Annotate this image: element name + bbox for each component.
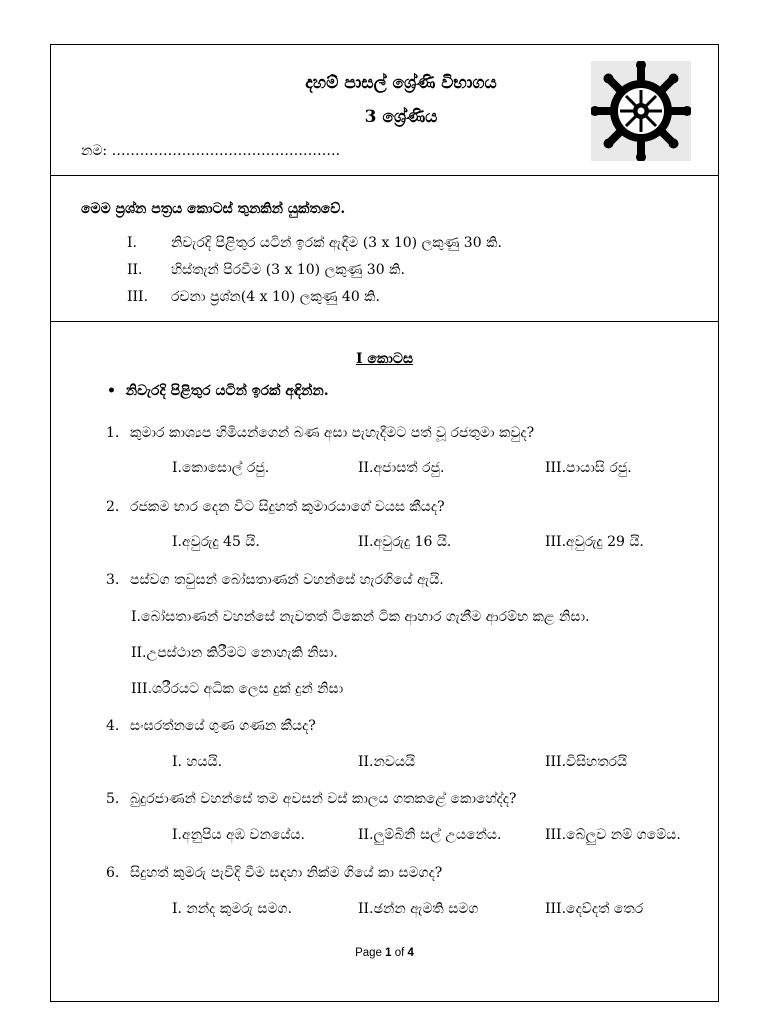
option-2[interactable]: II.ඡන්න ඇමති සමග (358, 901, 479, 917)
question-text: පස්වග තවුසන් බෝසතාණන් වහන්සේ හැරගියේ ඇයි. (130, 572, 444, 588)
option-3[interactable]: III.දෙව්දත් තෙර (545, 901, 644, 917)
name-line (81, 143, 340, 159)
option-3[interactable]: III.විසිහතරයි (545, 754, 628, 770)
instruction-text: නිවැරදි පිළිතුර යටින් ඉරක් අඳින්න. (125, 383, 329, 399)
part-text: රචනා ප්‍රශ්න(4 x 10) ලකුණු 40 කි. (171, 289, 380, 305)
part-item (127, 289, 380, 305)
question-number: 4. (106, 718, 120, 734)
option-1[interactable]: I. නන්ද කුමරු සමග. (172, 901, 293, 917)
option-3[interactable]: III.අවුරුදු 29 යි. (545, 534, 644, 550)
option-1[interactable]: I.කොසොල් රජු. (172, 460, 270, 476)
instructions-heading: මෙම ප්‍රශ්න පත්‍රය කොටස් තුනකින් යුක්තවේ. (81, 201, 346, 217)
part-text: හිස්තැන් පිරවීම (3 x 10) ලකුණු 30 කි. (171, 262, 405, 278)
exam-paper (50, 44, 719, 1002)
question-6 (106, 865, 442, 881)
option-2[interactable]: II.අජාසත් රජු. (358, 460, 445, 476)
instructions-box (51, 175, 718, 322)
part-text: නිවැරදි පිළිතුර යටින් ඉරක් ඇඳීම (3 x 10) ලකුණු 30 කි. (171, 235, 502, 251)
question-1 (106, 425, 534, 441)
question-number: 2. (106, 499, 120, 515)
name-label: නම: (81, 143, 108, 159)
option-1[interactable]: I.බෝසතාණන් වහන්සේ නැවතත් ටිකෙන් ටික ආහාර ගැනීම ආරම්භ කළ නිසා. (131, 609, 590, 625)
question-text: සංඝරත්නයේ ගුණ ගණන කීයද? (130, 718, 316, 734)
option-3[interactable]: III.ශරීරයට අධික ලෙස දුක් දුන් නිසා (131, 681, 344, 697)
part-number: II. (127, 262, 143, 278)
part-item (127, 235, 502, 251)
page-number: 1 (385, 947, 392, 959)
part-number: III. (127, 289, 149, 305)
question-4 (106, 718, 316, 734)
question-text: රජකම භාර දෙන විට සිදුහත් කුමාරයාගේ වයස කීයද? (130, 499, 445, 515)
question-5 (106, 791, 516, 807)
option-2[interactable]: II.නවයයි (358, 754, 416, 770)
of-word: of (394, 947, 405, 959)
option-1[interactable]: I. හයයි. (172, 754, 223, 770)
page-footer (51, 947, 718, 959)
option-3[interactable]: III.බේලුව නම් ගමේය. (545, 827, 681, 843)
question-number: 6. (106, 865, 120, 881)
page-total: 4 (407, 947, 414, 959)
question-number: 1. (106, 425, 120, 441)
question-text: කුමාර කාශ්‍යප හිමියන්ගෙන් බණ අසා පැහැදීමට පත් වූ රජතුමා කවුද? (130, 425, 535, 441)
part-number: I. (127, 235, 137, 251)
dharma-wheel-icon (591, 61, 691, 161)
question-text: බුදුරජාණන් වහන්සේ තම අවසන් වස් කාලය ගතකළේ කොහේද්ද? (130, 791, 517, 807)
question-number: 5. (106, 791, 120, 807)
option-2[interactable]: II.අවුරුදු 16 යි. (358, 534, 452, 550)
option-2[interactable]: II.උපස්ථාන කිරීමට නොහැකි නිසා. (131, 645, 338, 661)
section-instruction (107, 383, 329, 399)
question-2 (106, 499, 445, 515)
option-2[interactable]: II.ලුම්බිනි සල් උයනේය. (358, 827, 502, 843)
option-1[interactable]: I.අනුපිය අඹ වනයේය. (172, 827, 305, 843)
part-item (127, 262, 405, 278)
grade-label: 3 ශ්‍රේණිය (364, 107, 438, 127)
option-1[interactable]: I.අවුරුදු 45 යි. (172, 534, 260, 550)
page-word: Page (355, 947, 382, 959)
question-text: සිදුහත් කුමරු පැවිදි වීම සඳහා නික්ම ගියේ කා සමගද? (130, 865, 443, 881)
exam-title: දහම් පාසල් ශ්‍රේණි විභාගය (305, 73, 497, 93)
section-title: I කොටස (355, 351, 414, 367)
name-dots: …………………………………………. (111, 143, 341, 159)
bullet-icon: • (107, 383, 126, 399)
paper-header (51, 45, 718, 176)
question-number: 3. (106, 572, 120, 588)
option-3[interactable]: III.පායාසි රජු. (545, 460, 632, 476)
question-3 (106, 572, 444, 588)
